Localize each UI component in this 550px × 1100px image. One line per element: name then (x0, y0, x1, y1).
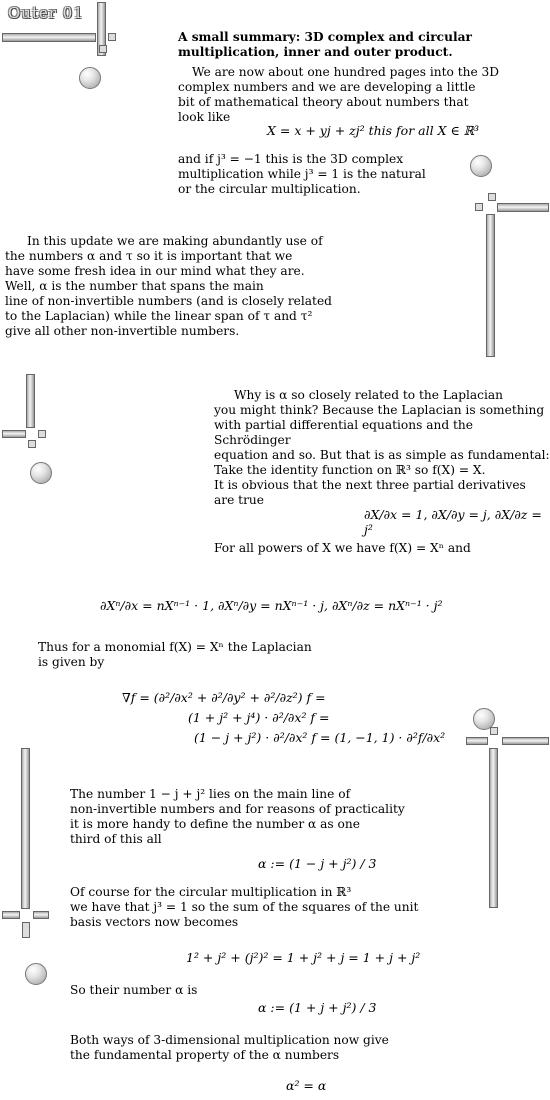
page-title: A small summary: 3D complex and circular multiplication, inner and outer product. (178, 30, 472, 59)
monomial-paragraph: Thus for a monomial f(X) = Xⁿ the Laplacian is given by (38, 640, 312, 669)
multiplication-paragraph: and if j³ = −1 this is the 3D complex multiplication while j³ = 1 is the natural or the circular multiplication. (178, 152, 426, 196)
equation-x-form: X = x + yj + zj² this for all X ∈ ℝ³ (267, 123, 480, 138)
intro-paragraph: We are now about one hundred pages into the 3D complex numbers and we are developing a little bit of mathematical theory about numbers that look like (178, 65, 500, 124)
equation-laplacian: ∇f = (∂²/∂x² + ∂²/∂y² + ∂²/∂z²) f = (1 + j² + j⁴) · ∂²/∂x² f = (1 − j + j²) · ∂²/∂x² f = (1, −1, 1) · ∂²f/∂x² (122, 690, 446, 745)
laplacian-paragraph: Why is α so closely related to the Laplacian you might think? Because the Laplacian is something with partial differential equations and the Schrödinger equation and so. But that is as simple as fundamental: Take the identity function on ℝ³ so f(X) = X. It is obvious that the next three partial derivatives are true (214, 388, 550, 507)
equation-alpha-idempotent: α² = α (286, 1078, 327, 1093)
circular-paragraph: Of course for the circular multiplication in ℝ³ we have that j³ = 1 so the sum of the squares of the unit basis vectors now becomes (70, 885, 419, 929)
fundamental-paragraph: Both ways of 3-dimensional multiplication now give the fundamental property of the α numbers (70, 1033, 389, 1062)
equation-sum-squares: 1² + j² + (j²)² = 1 + j² + j = 1 + j + j² (186, 950, 421, 965)
powers-paragraph: For all powers of X we have f(X) = Xⁿ and (214, 541, 471, 555)
equation-partials-xn: ∂Xⁿ/∂x = nXⁿ⁻¹ · 1, ∂Xⁿ/∂y = nXⁿ⁻¹ · j, ∂Xⁿ/∂z = nXⁿ⁻¹ · j² (100, 598, 443, 613)
equation-alpha-complex: α := (1 − j + j²) / 3 (258, 856, 377, 871)
main-line-paragraph: The number 1 − j + j² lies on the main line of non-invertible numbers and for reasons of practicality it is more handy to define the number α as one third of this all (70, 787, 405, 846)
equation-alpha-circular: α := (1 + j + j²) / 3 (258, 1000, 377, 1015)
alpha-tau-paragraph: In this update we are making abundantly use of the numbers α and τ so it is important that we have some fresh idea in our mind what they are. Well, α is the number that spans the main line of non-invertible numbers (and is closely related to the Laplacian) while the linear span of τ and τ² give all other non-invertible numbers. (5, 234, 332, 338)
equation-partials-x: ∂X/∂x = 1, ∂X/∂y = j, ∂X/∂z = j² (364, 507, 542, 537)
their-alpha-paragraph: So their number α is (70, 983, 198, 997)
header-label: Outer 01 (8, 4, 84, 22)
